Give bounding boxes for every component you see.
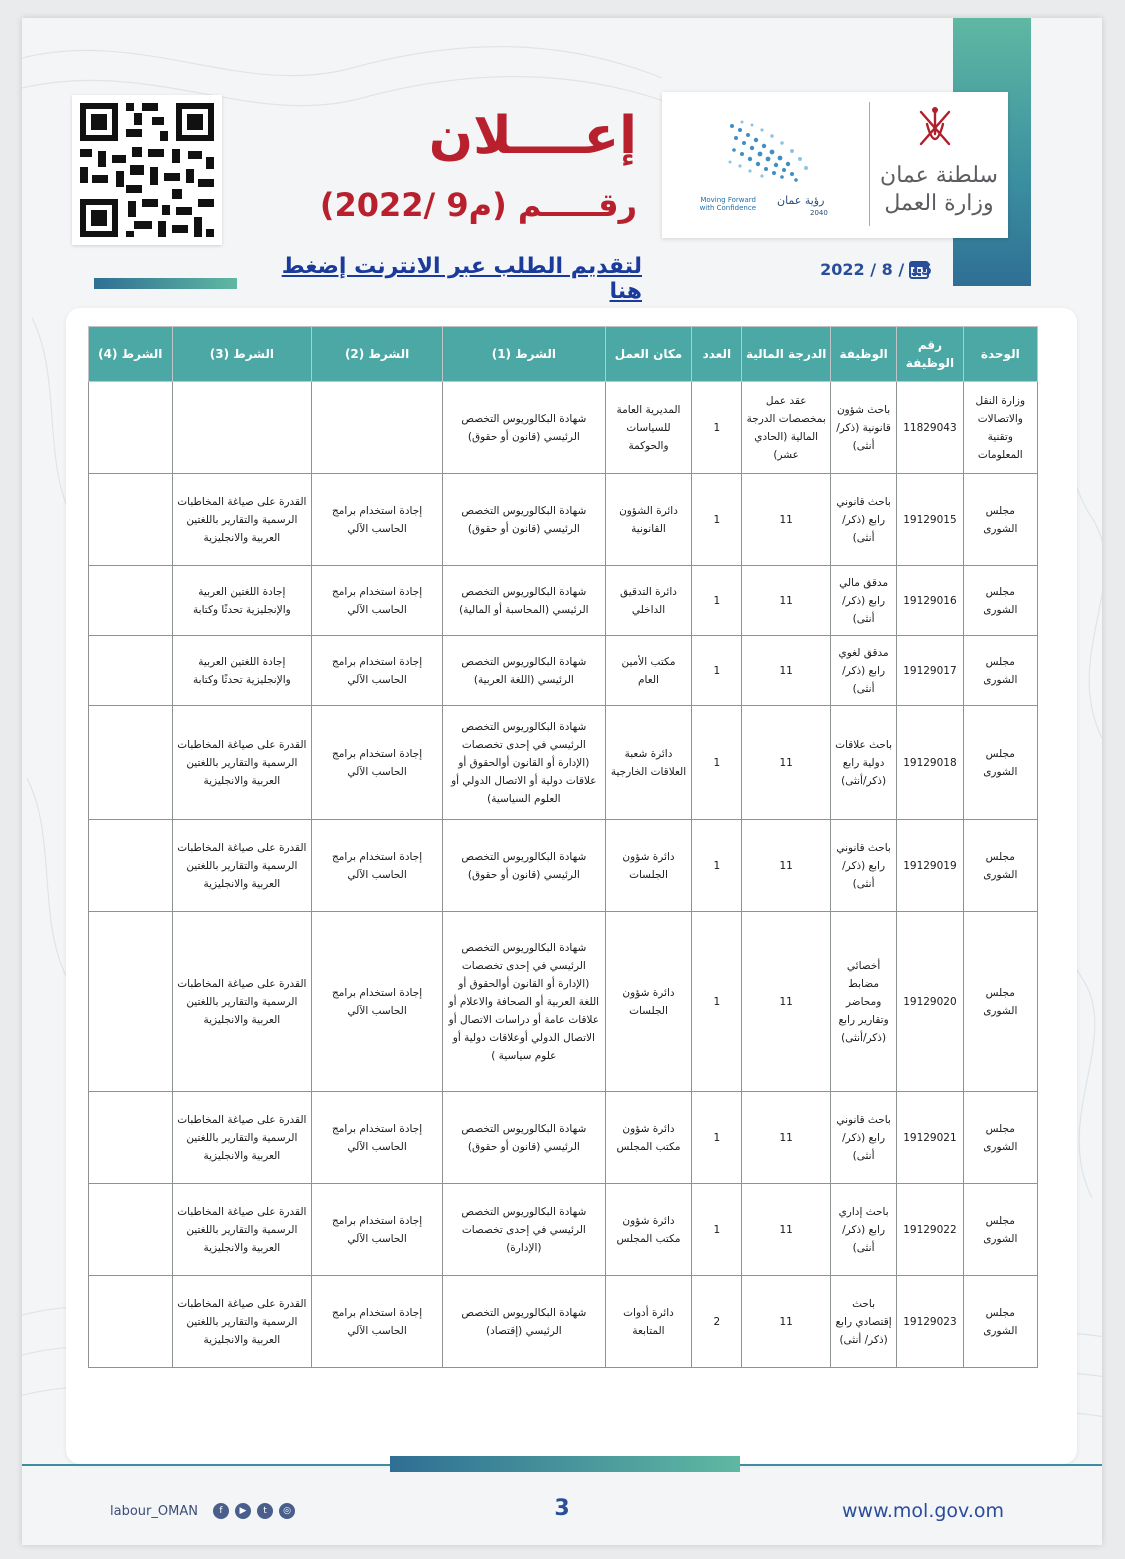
table-cell: إجادة استخدام برامج الحاسب الآلي xyxy=(312,1276,443,1368)
table-cell xyxy=(172,382,312,474)
vision-english-text: Moving Forward with Confidence xyxy=(699,196,756,212)
table-cell: شهادة البكالوريوس التخصص الرئيسي (قانون أو حقوق) xyxy=(442,1092,605,1184)
instagram-icon[interactable]: ◎ xyxy=(279,1503,295,1519)
table-cell: 11 xyxy=(742,636,830,706)
table-cell: شهادة البكالوريوس التخصص الرئيسي (المحاسبة أو المالية) xyxy=(442,566,605,636)
table-cell: 19129020 xyxy=(897,912,963,1092)
table-cell: شهادة البكالوريوس التخصص الرئيسي (إقتصاد) xyxy=(442,1276,605,1368)
table-header-cell: الشرط (3) xyxy=(172,327,312,382)
jobs-table-card xyxy=(66,308,1077,1464)
table-row xyxy=(89,382,1038,474)
table-cell: 1 xyxy=(692,566,742,636)
table-cell: شهادة البكالوريوس التخصص الرئيسي في إحدى تخصصات (الإدارة أو القانون أوالحقوق أو علاقات دولية أو الاتصال الدولي أو العلوم السياسية) xyxy=(442,706,605,820)
table-cell: شهادة البكالوريوس التخصص الرئيسي (قانون أو حقوق) xyxy=(442,474,605,566)
table-cell: مجلس الشورى xyxy=(963,474,1037,566)
table-row xyxy=(89,1276,1038,1368)
ministry-logo-box xyxy=(662,92,1008,238)
vision-arabic-text: رؤية عمان xyxy=(777,194,825,207)
table-cell: 11 xyxy=(742,566,830,636)
table-cell: مجلس الشورى xyxy=(963,1092,1037,1184)
table-cell: القدرة على صياغة المخاطبات الرسمية والتقارير باللغتين العربية والانجليزية xyxy=(172,820,312,912)
table-row xyxy=(89,706,1038,820)
table-cell: 1 xyxy=(692,382,742,474)
table-cell: مجلس الشورى xyxy=(963,820,1037,912)
table-cell: دائرة التدقيق الداخلي xyxy=(605,566,691,636)
table-header-cell: الدرجة المالية xyxy=(742,327,830,382)
youtube-icon[interactable]: ▶ xyxy=(235,1503,251,1519)
table-cell: 19129022 xyxy=(897,1184,963,1276)
website-link[interactable]: www.mol.gov.om xyxy=(842,1500,1004,1522)
announcement-page xyxy=(22,18,1102,1545)
table-header-cell: الوحدة xyxy=(963,327,1037,382)
table-cell: القدرة على صياغة المخاطبات الرسمية والتقارير باللغتين العربية والانجليزية xyxy=(172,1184,312,1276)
vision-2040-logo xyxy=(722,116,852,192)
table-cell: إجادة استخدام برامج الحاسب الآلي xyxy=(312,1184,443,1276)
table-cell: 11829043 xyxy=(897,382,963,474)
table-cell: وزارة النقل والاتصالات وتقنية المعلومات xyxy=(963,382,1037,474)
announcement-number: رقـــــم (م9 /2022) xyxy=(319,186,637,224)
ministry-name: سلطنة عمان وزارة العمل xyxy=(880,163,998,216)
table-cell xyxy=(312,382,443,474)
twitter-icon[interactable]: t xyxy=(257,1503,273,1519)
table-cell: إجادة استخدام برامج الحاسب الآلي xyxy=(312,636,443,706)
table-row xyxy=(89,912,1038,1092)
table-cell: مجلس الشورى xyxy=(963,566,1037,636)
table-cell: باحث إقتصادي رابع (ذكر/ أنثى) xyxy=(830,1276,896,1368)
vision-year-text: 2040 xyxy=(810,209,828,217)
table-cell xyxy=(89,706,173,820)
table-header-cell: الشرط (1) xyxy=(442,327,605,382)
table-cell: 19129017 xyxy=(897,636,963,706)
table-cell: شهادة البكالوريوس التخصص الرئيسي (قانون أو حقوق) xyxy=(442,820,605,912)
page-number: 3 xyxy=(554,1496,570,1521)
table-cell: شهادة البكالوريوس التخصص الرئيسي في إحدى تخصصات (الإدارة أو القانون أوالحقوق أو اللغة العربية أو الصحافة والاعلام أو علاقات عامة أو دراسات الاتصال أو الاتصال الدولي أوعلاقات دولية أو علوم سياسية ) xyxy=(442,912,605,1092)
social-icons xyxy=(213,1503,295,1519)
table-cell: دائرة شعبة العلاقات الخارجية xyxy=(605,706,691,820)
accent-line xyxy=(94,278,237,289)
table-row xyxy=(89,820,1038,912)
table-cell: إجادة استخدام برامج الحاسب الآلي xyxy=(312,1092,443,1184)
table-cell: باحث قانوني رابع (ذكر/أنثى) xyxy=(830,820,896,912)
table-header-row xyxy=(89,327,1038,382)
table-cell: 2 xyxy=(692,1276,742,1368)
table-cell: 11 xyxy=(742,1276,830,1368)
table-cell: أخصائي مضابط ومحاضر وتقارير رابع (ذكر/أنثى) xyxy=(830,912,896,1092)
table-cell: 11 xyxy=(742,474,830,566)
table-cell: 11 xyxy=(742,1092,830,1184)
table-cell xyxy=(89,1092,173,1184)
table-cell: القدرة على صياغة المخاطبات الرسمية والتقارير باللغتين العربية والانجليزية xyxy=(172,474,312,566)
table-cell: عقد عمل بمخصصات الدرجة المالية (الحادي عشر) xyxy=(742,382,830,474)
table-cell: باحث إداري رابع (ذكر/ أنثى) xyxy=(830,1184,896,1276)
table-cell: القدرة على صياغة المخاطبات الرسمية والتقارير باللغتين العربية والانجليزية xyxy=(172,912,312,1092)
table-header-cell: رقم الوظيفة xyxy=(897,327,963,382)
table-cell: 19129023 xyxy=(897,1276,963,1368)
table-row xyxy=(89,566,1038,636)
table-cell: دائرة شؤون مكتب المجلس xyxy=(605,1092,691,1184)
table-cell: باحث قانوني رابع (ذكر/أنثى) xyxy=(830,1092,896,1184)
table-header-cell: الشرط (4) xyxy=(89,327,173,382)
table-cell: القدرة على صياغة المخاطبات الرسمية والتقارير باللغتين العربية والانجليزية xyxy=(172,1092,312,1184)
table-cell: باحث قانوني رابع (ذكر/أنثى) xyxy=(830,474,896,566)
social-handle[interactable]: labour_OMAN xyxy=(110,1504,198,1519)
table-cell: مجلس الشورى xyxy=(963,706,1037,820)
table-cell: مجلس الشورى xyxy=(963,1184,1037,1276)
table-cell xyxy=(89,1276,173,1368)
footer-accent-bar xyxy=(390,1456,740,1472)
table-cell: 11 xyxy=(742,706,830,820)
table-row xyxy=(89,636,1038,706)
qr-code[interactable] xyxy=(72,95,222,245)
table-cell: مكتب الأمين العام xyxy=(605,636,691,706)
table-cell: 11 xyxy=(742,820,830,912)
announcement-date: 15 / 8 / 2022 xyxy=(820,260,932,279)
table-cell xyxy=(89,1184,173,1276)
facebook-icon[interactable]: f xyxy=(213,1503,229,1519)
logo-divider xyxy=(869,102,870,226)
table-cell: 11 xyxy=(742,912,830,1092)
table-cell: 1 xyxy=(692,1184,742,1276)
table-cell: 1 xyxy=(692,820,742,912)
apply-online-link[interactable]: لتقديم الطلب عبر الانترنت إضغط هنا xyxy=(281,254,642,304)
table-header-cell: العدد xyxy=(692,327,742,382)
oman-emblem-icon xyxy=(913,104,957,156)
table-cell: 1 xyxy=(692,706,742,820)
table-cell: مدقق مالي رابع (ذكر/ أنثى) xyxy=(830,566,896,636)
table-cell: إجادة استخدام برامج الحاسب الآلي xyxy=(312,706,443,820)
table-cell: 1 xyxy=(692,912,742,1092)
table-cell: 19129015 xyxy=(897,474,963,566)
table-header-cell: مكان العمل xyxy=(605,327,691,382)
table-cell xyxy=(89,912,173,1092)
table-cell: 1 xyxy=(692,1092,742,1184)
table-cell: إجادة استخدام برامج الحاسب الآلي xyxy=(312,566,443,636)
table-header-cell: الوظيفة xyxy=(830,327,896,382)
table-cell: مدقق لغوي رابع (ذكر/ أنثى) xyxy=(830,636,896,706)
table-cell xyxy=(89,636,173,706)
table-cell: 19129018 xyxy=(897,706,963,820)
table-cell xyxy=(89,820,173,912)
table-cell: باحث علاقات دولية رابع (ذكر/أنثى) xyxy=(830,706,896,820)
table-cell: باحث شؤون قانونية (ذكر/أنثى) xyxy=(830,382,896,474)
table-cell xyxy=(89,474,173,566)
table-cell: القدرة على صياغة المخاطبات الرسمية والتقارير باللغتين العربية والانجليزية xyxy=(172,1276,312,1368)
table-cell: مجلس الشورى xyxy=(963,1276,1037,1368)
jobs-table xyxy=(88,326,1038,1368)
table-cell: القدرة على صياغة المخاطبات الرسمية والتقارير باللغتين العربية والانجليزية xyxy=(172,706,312,820)
table-cell: إجادة استخدام برامج الحاسب الآلي xyxy=(312,912,443,1092)
table-cell: دائرة شؤون مكتب المجلس xyxy=(605,1184,691,1276)
table-cell: إجادة استخدام برامج الحاسب الآلي xyxy=(312,820,443,912)
table-cell: 19129021 xyxy=(897,1092,963,1184)
table-cell: مجلس الشورى xyxy=(963,636,1037,706)
table-cell: دائرة شؤون الجلسات xyxy=(605,820,691,912)
table-row xyxy=(89,1184,1038,1276)
table-cell: إجادة استخدام برامج الحاسب الآلي xyxy=(312,474,443,566)
table-cell: 11 xyxy=(742,1184,830,1276)
table-cell: 1 xyxy=(692,636,742,706)
table-cell: 1 xyxy=(692,474,742,566)
table-row xyxy=(89,1092,1038,1184)
table-cell: 19129019 xyxy=(897,820,963,912)
table-row xyxy=(89,474,1038,566)
table-cell: دائرة أدوات المتابعة xyxy=(605,1276,691,1368)
announcement-title: إعــــلان xyxy=(428,106,637,166)
table-cell: شهادة البكالوريوس التخصص الرئيسي (قانون أو حقوق) xyxy=(442,382,605,474)
table-cell: مجلس الشورى xyxy=(963,912,1037,1092)
table-cell: 19129016 xyxy=(897,566,963,636)
table-cell: إجادة اللغتين العربية والإنجليزية تحدثًا وكتابة xyxy=(172,636,312,706)
table-cell: دائرة الشؤون القانونية xyxy=(605,474,691,566)
table-cell xyxy=(89,566,173,636)
table-cell: إجادة اللغتين العربية والإنجليزية تحدثًا وكتابة xyxy=(172,566,312,636)
table-cell xyxy=(89,382,173,474)
table-cell: شهادة البكالوريوس التخصص الرئيسي في إحدى تخصصات (الإدارة) xyxy=(442,1184,605,1276)
table-cell: شهادة البكالوريوس التخصص الرئيسي (اللغة العربية) xyxy=(442,636,605,706)
table-cell: دائرة شؤون الجلسات xyxy=(605,912,691,1092)
table-header-cell: الشرط (2) xyxy=(312,327,443,382)
table-cell: المديرية العامة للسياسات والحوكمة xyxy=(605,382,691,474)
